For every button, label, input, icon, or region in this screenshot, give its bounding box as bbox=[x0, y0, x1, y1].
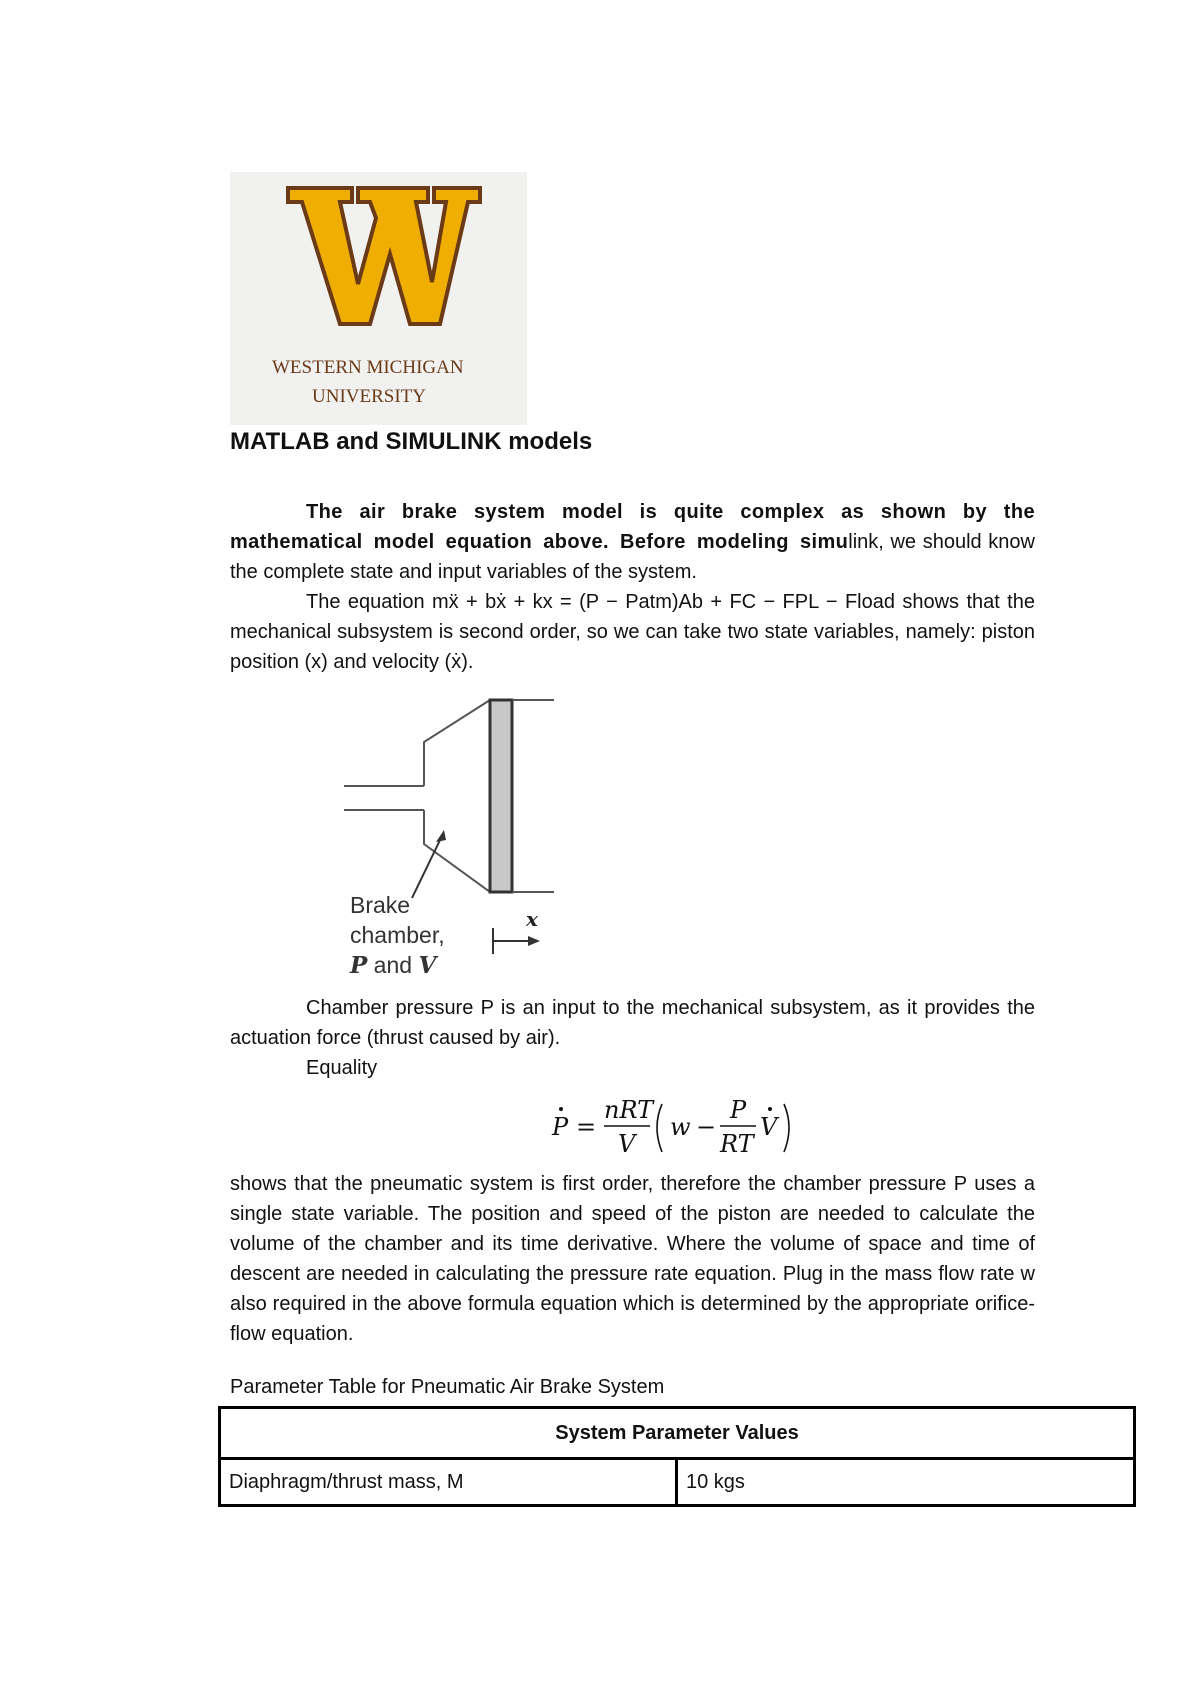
formula-graphic bbox=[550, 1094, 810, 1160]
label-v: V bbox=[418, 952, 437, 979]
formula-denominator: V bbox=[618, 1130, 636, 1158]
equation-paragraph bbox=[230, 587, 1035, 677]
formula-equals: = bbox=[576, 1113, 597, 1141]
label-p: P bbox=[350, 952, 368, 979]
intro-normal-text: link, we should know the complete state and input variables of the system. bbox=[230, 531, 1035, 583]
label-and: and bbox=[367, 952, 419, 978]
intro-bold-text: The air brake system model is quite complex as shown by the mathematical model equation above. Before modeling simu bbox=[230, 501, 1035, 553]
formula-w: w bbox=[670, 1113, 691, 1141]
intro-paragraph bbox=[230, 497, 1035, 587]
diaphragm-plate bbox=[490, 700, 512, 892]
formula-rt: RT bbox=[720, 1130, 754, 1158]
chamber-pressure-text: Chamber pressure P is an input to the mechanical subsystem, as it provides the actuation force (thrust caused by air). bbox=[230, 997, 1035, 1049]
equality-line bbox=[230, 1053, 1035, 1083]
label-line1: Brake bbox=[350, 892, 411, 918]
formula-minus: − bbox=[696, 1113, 717, 1141]
section-heading: MATLAB and SIMULINK models bbox=[230, 428, 593, 455]
label-line3 bbox=[350, 950, 445, 981]
pressure-rate-formula bbox=[550, 1094, 810, 1160]
x-arrow-head bbox=[528, 936, 540, 946]
equality-text: Equality bbox=[306, 1057, 378, 1079]
param-value-cell: 10 kgs bbox=[677, 1459, 1135, 1506]
table-caption: Parameter Table for Pneumatic Air Brake System bbox=[230, 1376, 665, 1398]
logo-text-line1: WESTERN MICHIGAN bbox=[272, 357, 464, 378]
formula-numerator: nRT bbox=[604, 1096, 654, 1124]
chamber-pressure-paragraph bbox=[230, 993, 1035, 1053]
university-logo bbox=[230, 172, 527, 425]
logo-letter-w bbox=[288, 188, 480, 324]
brake-chamber-label bbox=[350, 890, 445, 981]
table-header: System Parameter Values bbox=[220, 1408, 1135, 1459]
table-header-row bbox=[220, 1408, 1135, 1459]
equation-paragraph-text: The equation mẍ + bẋ + kx = (P − Patm)Ab + FC − FPL − Fload shows that the mechanical subsystem is second order, so we can take two state variables, namely: piston position (x) and velocity (ẋ). bbox=[230, 591, 1035, 673]
x-axis-label: x bbox=[526, 907, 538, 931]
param-name-cell: Diaphragm/thrust mass, M bbox=[220, 1459, 677, 1506]
brake-chamber-diagram bbox=[340, 690, 570, 990]
formula-lhs: P bbox=[552, 1113, 569, 1141]
logo-text-line2: UNIVERSITY bbox=[312, 386, 426, 407]
university-logo-graphic bbox=[230, 172, 527, 425]
pneumatic-paragraph bbox=[230, 1169, 1035, 1349]
label-line2: chamber, bbox=[350, 922, 445, 948]
pneumatic-paragraph-text: shows that the pneumatic system is first order, therefore the chamber pressure P uses a single state variable. The position and speed of the piston are needed to calculate the volume of the chamber and its time derivative. Where the volume of space and time of descent are needed in calculating the pressure rate equation. Plug in the mass flow rate w also required in the above formula equation which is determined by the appropriate orifice-flow equation. bbox=[230, 1173, 1035, 1345]
parameter-table bbox=[218, 1406, 1136, 1507]
formula-vdot: V bbox=[760, 1113, 778, 1141]
formula-p: P bbox=[730, 1096, 747, 1124]
table-row bbox=[220, 1459, 1135, 1506]
